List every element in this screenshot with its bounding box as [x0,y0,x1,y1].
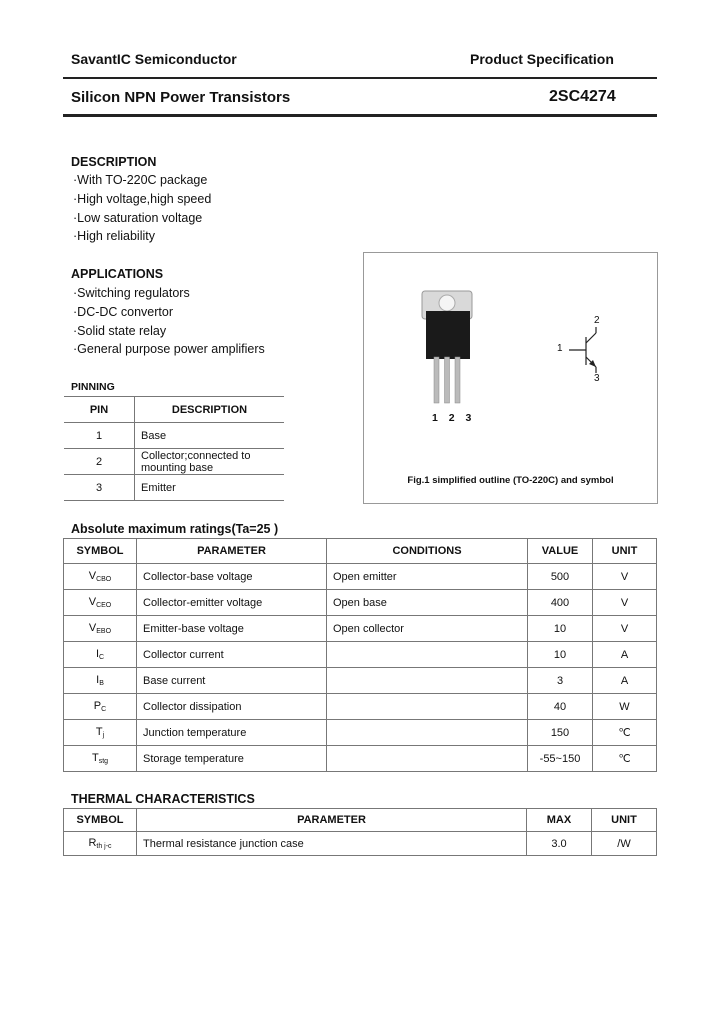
application-item: ·Solid state relay [73,323,167,338]
unit-cell: V [593,590,657,616]
pin-number: 2 [64,449,135,475]
parameter-cell: Emitter-base voltage [137,616,327,642]
symbol-cell: $V_{CEO}$ [64,590,137,616]
symbol-cell: $V_{CBO}$ [64,564,137,590]
pinning-header-row [64,397,284,423]
applications-title: APPLICATIONS [71,267,164,281]
table-row [64,423,284,449]
unit-cell: A [593,642,657,668]
header-rule-bottom [63,114,657,117]
value-cell: 10 [528,642,593,668]
col-header-parameter: PARAMETER [137,809,527,832]
conditions-cell [327,642,528,668]
table-row [64,832,657,856]
parameter-cell: Collector dissipation [137,694,327,720]
symbol-cell: $R_{th j-c}$ [64,832,137,856]
symbol-collector-label: 2 [594,315,600,326]
table-row [64,564,657,590]
description-list [73,171,211,246]
npn-transistor-symbol [569,327,596,373]
table-row [64,642,657,668]
col-header-unit: UNIT [592,809,657,832]
unit-cell: A [593,668,657,694]
abs-max-table [63,538,657,772]
figure-drawing [364,253,657,503]
max-cell: 3.0 [527,832,592,856]
col-header-symbol: SYMBOL [64,809,137,832]
conditions-cell [327,668,528,694]
abs-max-header-row [64,539,657,564]
unit-cell: ℃ [593,720,657,746]
application-item: ·DC-DC convertor [73,304,174,319]
unit-cell: W [593,694,657,720]
table-row [64,720,657,746]
application-item: ·General purpose power amplifiers [73,342,265,357]
col-header-symbol: SYMBOL [64,539,137,564]
col-header-max: MAX [527,809,592,832]
description-item: ·With TO-220C package [73,173,208,187]
col-header-value: VALUE [528,539,593,564]
symbol-cell: $P_C$ [64,694,137,720]
pinning-title: PINNING [71,381,115,393]
parameter-cell: Thermal resistance junction case [137,832,527,856]
value-cell: 500 [528,564,593,590]
table-row [64,449,284,475]
value-cell: 10 [528,616,593,642]
symbol-emitter-label: 3 [594,373,600,384]
description-item: ·Low saturation voltage [73,210,203,225]
value-cell: 40 [528,694,593,720]
thermal-table [63,808,657,856]
pin-number: 3 [64,475,135,501]
table-row [64,616,657,642]
parameter-cell: Storage temperature [137,746,327,772]
conditions-cell: Open collector [327,616,528,642]
pin-description: Collector;connected to mounting base [135,449,285,475]
conditions-cell [327,694,528,720]
parameter-cell: Base current [137,668,327,694]
to220-package-image [422,291,472,403]
conditions-cell [327,746,528,772]
value-cell: 3 [528,668,593,694]
symbol-cell: $T_{stg}$ [64,746,137,772]
value-cell: 150 [528,720,593,746]
value-cell: 400 [528,590,593,616]
unit-cell: ℃ [593,746,657,772]
symbol-base-label: 1 [557,343,563,354]
table-row [64,668,657,694]
col-header-conditions: CONDITIONS [327,539,528,564]
pin-col-header: PIN [64,397,135,423]
pin-desc-col-header: DESCRIPTION [135,397,285,423]
symbol-cell: $I_C$ [64,642,137,668]
company-name: SavantIC Semiconductor [71,51,237,67]
description-item: ·High voltage,high speed [73,191,212,206]
figure-box [363,252,658,504]
header-rule-top [63,77,657,79]
symbol-cell: $V_{EBO}$ [64,616,137,642]
unit-cell: /W [592,832,657,856]
pin-description: Emitter [135,475,285,501]
table-row [64,694,657,720]
conditions-cell [327,720,528,746]
conditions-cell: Open base [327,590,528,616]
symbol-cell: $T_j$ [64,720,137,746]
pin-number: 1 [64,423,135,449]
figure-caption: Fig.1 simplified outline (TO-220C) and symbol [407,475,614,486]
description-title: DESCRIPTION [71,155,157,169]
unit-cell: V [593,616,657,642]
parameter-cell: Collector-base voltage [137,564,327,590]
table-row [64,475,284,501]
unit-cell: V [593,564,657,590]
application-item: ·Switching regulators [73,286,190,300]
parameter-cell: Collector-emitter voltage [137,590,327,616]
thermal-title: THERMAL CHARACTERISTICS [71,792,255,806]
parameter-cell: Junction temperature [137,720,327,746]
description-item: ·High reliability [73,229,155,244]
value-cell: -55~150 [528,746,593,772]
col-header-parameter: PARAMETER [137,539,327,564]
symbol-cell: $I_B$ [64,668,137,694]
package-pin-labels: 1 2 3 [432,412,476,424]
conditions-cell: Open emitter [327,564,528,590]
parameter-cell: Collector current [137,642,327,668]
pin-description: Base [135,423,285,449]
table-row [64,746,657,772]
col-header-unit: UNIT [593,539,657,564]
table-row [64,590,657,616]
abs-max-title: Absolute maximum ratings(Ta=25 ) [71,522,279,536]
pinning-table [64,396,284,501]
part-number: 2SC4274 [549,88,616,105]
doc-type: Product Specification [470,51,614,67]
thermal-header-row [64,809,657,832]
applications-list [73,284,265,359]
product-line: Silicon NPN Power Transistors [71,89,291,106]
